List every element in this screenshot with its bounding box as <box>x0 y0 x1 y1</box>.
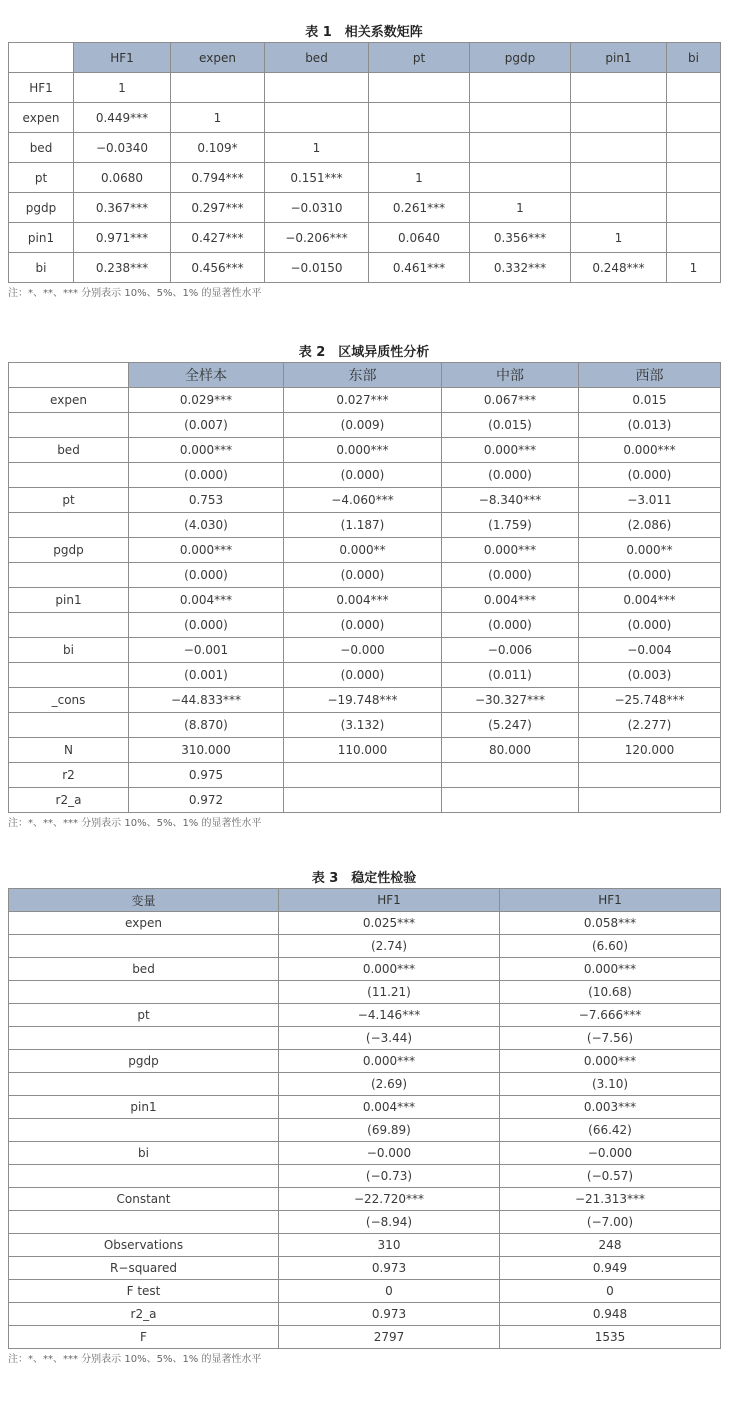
table-cell: 0.949 <box>500 1257 721 1280</box>
table-cell: 0.356*** <box>470 223 571 253</box>
row-label <box>9 1165 279 1188</box>
column-header: expen <box>171 43 265 73</box>
table-row <box>9 935 721 958</box>
table-cell: 0.427*** <box>171 223 265 253</box>
table-cell: 120.000 <box>579 738 721 763</box>
table-cell: (66.42) <box>500 1119 721 1142</box>
row-label: Observations <box>9 1234 279 1257</box>
row-label: HF1 <box>9 73 74 103</box>
table-row <box>9 588 721 613</box>
table-cell: 0.004*** <box>129 588 284 613</box>
row-label: _cons <box>9 688 129 713</box>
table-cell: 1 <box>265 133 369 163</box>
table-cell: 0.109* <box>171 133 265 163</box>
table-row <box>9 438 721 463</box>
table-cell: 0.248*** <box>571 253 667 283</box>
table-cell: (0.013) <box>579 413 721 438</box>
table-cell: 1 <box>571 223 667 253</box>
row-label <box>9 613 129 638</box>
table-cell: 1 <box>171 103 265 133</box>
table-cell <box>667 223 721 253</box>
table-cell: 110.000 <box>284 738 442 763</box>
table-cell: 0.972 <box>129 788 284 813</box>
table-cell: 0.000*** <box>129 538 284 563</box>
table-cell: −30.327*** <box>442 688 579 713</box>
table-row <box>9 613 721 638</box>
table-cell: −0.004 <box>579 638 721 663</box>
table-row <box>9 1257 721 1280</box>
table-cell: 0.015 <box>579 388 721 413</box>
table-cell <box>265 73 369 103</box>
column-header: HF1 <box>279 889 500 912</box>
table-row <box>9 388 721 413</box>
table-cell <box>265 103 369 133</box>
table-cell: −3.011 <box>579 488 721 513</box>
table-cell: 0.973 <box>279 1303 500 1326</box>
table-cell: 0.027*** <box>284 388 442 413</box>
table-row <box>9 563 721 588</box>
table-cell: (0.007) <box>129 413 284 438</box>
table-cell: (0.000) <box>442 613 579 638</box>
table-cell: (0.000) <box>129 563 284 588</box>
table-cell: 0.948 <box>500 1303 721 1326</box>
table-cell <box>667 103 721 133</box>
table-row <box>9 713 721 738</box>
table-row <box>9 1027 721 1050</box>
table-cell: 0.0680 <box>74 163 171 193</box>
table-row <box>9 463 721 488</box>
row-label <box>9 713 129 738</box>
table-cell: 0.975 <box>129 763 284 788</box>
row-label <box>9 1211 279 1234</box>
row-label: Constant <box>9 1188 279 1211</box>
table-row <box>9 788 721 813</box>
row-label: pgdp <box>9 193 74 223</box>
row-label <box>9 935 279 958</box>
table-row <box>9 513 721 538</box>
table-row <box>9 1004 721 1027</box>
table-cell: (10.68) <box>500 981 721 1004</box>
table-cell: 0.000** <box>284 538 442 563</box>
column-header: bed <box>265 43 369 73</box>
table-cell: 2797 <box>279 1326 500 1349</box>
table3-section <box>8 870 720 1368</box>
table2-note: 注：*、**、*** 分别表示 10%、5%、1% 的显著性水平 <box>8 818 262 829</box>
row-label <box>9 463 129 488</box>
table-cell: (0.000) <box>129 613 284 638</box>
table-cell: −0.000 <box>500 1142 721 1165</box>
row-label: pgdp <box>9 538 129 563</box>
column-header: 中部 <box>442 363 579 388</box>
table-cell <box>442 788 579 813</box>
table-cell: 0.000*** <box>442 538 579 563</box>
table-cell: (0.001) <box>129 663 284 688</box>
table-cell <box>571 73 667 103</box>
table-cell: 0.0640 <box>369 223 470 253</box>
table-cell: −4.146*** <box>279 1004 500 1027</box>
table-cell: (3.10) <box>500 1073 721 1096</box>
table-cell: 0.004*** <box>284 588 442 613</box>
table-cell: −0.000 <box>284 638 442 663</box>
column-header: pt <box>369 43 470 73</box>
table1-header-row <box>9 43 721 73</box>
row-label: bed <box>9 438 129 463</box>
table-cell: 0 <box>279 1280 500 1303</box>
row-label: pt <box>9 488 129 513</box>
table-cell: 80.000 <box>442 738 579 763</box>
table-cell: 0.067*** <box>442 388 579 413</box>
table-cell: (−0.73) <box>279 1165 500 1188</box>
table-cell: (2.086) <box>579 513 721 538</box>
table-row <box>9 538 721 563</box>
table-cell: −0.006 <box>442 638 579 663</box>
table-cell <box>442 763 579 788</box>
row-label: bed <box>9 958 279 981</box>
table-cell: (−8.94) <box>279 1211 500 1234</box>
row-label <box>9 663 129 688</box>
table-cell: −22.720*** <box>279 1188 500 1211</box>
table-cell: 310 <box>279 1234 500 1257</box>
table-cell: 0.367*** <box>74 193 171 223</box>
row-label: r2 <box>9 763 129 788</box>
table-cell: (0.011) <box>442 663 579 688</box>
table-cell: 0.000*** <box>500 958 721 981</box>
table-cell: (0.000) <box>129 463 284 488</box>
table-cell: 0.449*** <box>74 103 171 133</box>
table-cell: (0.000) <box>442 463 579 488</box>
table-cell: (6.60) <box>500 935 721 958</box>
table-cell: 0.261*** <box>369 193 470 223</box>
table-cell: (69.89) <box>279 1119 500 1142</box>
table-cell <box>171 73 265 103</box>
row-label: pgdp <box>9 1050 279 1073</box>
table-cell: 0.000*** <box>279 958 500 981</box>
table-cell: (−7.00) <box>500 1211 721 1234</box>
row-label: pin1 <box>9 223 74 253</box>
table-cell: 0.000*** <box>279 1050 500 1073</box>
table-cell: 0.000*** <box>442 438 579 463</box>
table-cell: (8.870) <box>129 713 284 738</box>
table-cell <box>470 133 571 163</box>
table-cell: (2.69) <box>279 1073 500 1096</box>
table-row <box>9 1119 721 1142</box>
column-header: pgdp <box>470 43 571 73</box>
table-cell: (4.030) <box>129 513 284 538</box>
table-cell: (0.000) <box>579 563 721 588</box>
table-cell: 0.004*** <box>442 588 579 613</box>
table-cell: (0.000) <box>284 663 442 688</box>
table-cell: −0.206*** <box>265 223 369 253</box>
table-cell: 1 <box>470 193 571 223</box>
table-cell: (0.000) <box>284 463 442 488</box>
table-cell: 0.332*** <box>470 253 571 283</box>
table2-header-row <box>9 363 721 388</box>
table-row <box>9 1165 721 1188</box>
table-cell: (−3.44) <box>279 1027 500 1050</box>
table-cell: (2.277) <box>579 713 721 738</box>
table3-note: 注：*、**、*** 分别表示 10%、5%、1% 的显著性水平 <box>8 1354 262 1365</box>
row-label <box>9 981 279 1004</box>
table-row <box>9 413 721 438</box>
table-cell <box>470 73 571 103</box>
table-cell: 0.025*** <box>279 912 500 935</box>
table3-caption: 表 3 稳定性检验 <box>311 871 417 886</box>
row-label: R−squared <box>9 1257 279 1280</box>
robustness-test-table <box>8 888 721 1349</box>
table-row <box>9 1050 721 1073</box>
table-cell: −7.666*** <box>500 1004 721 1027</box>
table-cell: 310.000 <box>129 738 284 763</box>
table-cell: (0.000) <box>579 463 721 488</box>
table-row <box>9 1096 721 1119</box>
table-cell: (−7.56) <box>500 1027 721 1050</box>
table-cell: (1.759) <box>442 513 579 538</box>
column-header: pin1 <box>571 43 667 73</box>
row-label: bi <box>9 638 129 663</box>
table-row <box>9 133 721 163</box>
table-cell: 1 <box>74 73 171 103</box>
column-header: 变量 <box>9 889 279 912</box>
column-header: HF1 <box>74 43 171 73</box>
table-cell <box>667 163 721 193</box>
table-row <box>9 1280 721 1303</box>
table-cell <box>667 73 721 103</box>
table-row <box>9 1303 721 1326</box>
table-cell: (0.000) <box>284 613 442 638</box>
table-cell: −44.833*** <box>129 688 284 713</box>
table-cell: 0.238*** <box>74 253 171 283</box>
row-label: pin1 <box>9 1096 279 1119</box>
table-cell: −8.340*** <box>442 488 579 513</box>
table-cell <box>369 103 470 133</box>
table2-caption: 表 2 区域异质性分析 <box>298 345 430 360</box>
table-cell: 0.000*** <box>500 1050 721 1073</box>
table-cell <box>579 788 721 813</box>
table-cell <box>284 788 442 813</box>
table-cell: 0.456*** <box>171 253 265 283</box>
row-label: bi <box>9 1142 279 1165</box>
row-label <box>9 513 129 538</box>
row-label: N <box>9 738 129 763</box>
table-cell: 0.004*** <box>279 1096 500 1119</box>
column-header: bi <box>667 43 721 73</box>
column-header: HF1 <box>500 889 721 912</box>
table-cell <box>470 103 571 133</box>
table-cell: (−0.57) <box>500 1165 721 1188</box>
table-cell <box>369 133 470 163</box>
table-cell: 0.753 <box>129 488 284 513</box>
table-row <box>9 103 721 133</box>
table3-header-row <box>9 889 721 912</box>
table-cell: 0.297*** <box>171 193 265 223</box>
table-cell: (0.003) <box>579 663 721 688</box>
row-label: r2_a <box>9 788 129 813</box>
table-cell <box>470 163 571 193</box>
table-row <box>9 1211 721 1234</box>
table-cell: (3.132) <box>284 713 442 738</box>
table2-section <box>8 344 720 832</box>
table-row <box>9 912 721 935</box>
correlation-matrix-table <box>8 42 721 283</box>
table-cell <box>571 163 667 193</box>
table-row <box>9 223 721 253</box>
table-cell <box>571 103 667 133</box>
table-cell: 0.151*** <box>265 163 369 193</box>
table-cell <box>369 73 470 103</box>
table-cell: (0.009) <box>284 413 442 438</box>
table-cell <box>667 193 721 223</box>
row-label: F test <box>9 1280 279 1303</box>
table-cell: (11.21) <box>279 981 500 1004</box>
table-row <box>9 663 721 688</box>
table-cell: 0.461*** <box>369 253 470 283</box>
table-cell: 0.003*** <box>500 1096 721 1119</box>
table-row <box>9 1188 721 1211</box>
table1-caption: 表 1 相关系数矩阵 <box>305 25 423 40</box>
table-cell: −25.748*** <box>579 688 721 713</box>
table-row <box>9 763 721 788</box>
table-cell: 0.971*** <box>74 223 171 253</box>
table-cell: 0.058*** <box>500 912 721 935</box>
row-label: F <box>9 1326 279 1349</box>
table-cell: −21.313*** <box>500 1188 721 1211</box>
header-corner-cell <box>9 363 129 388</box>
table-row <box>9 73 721 103</box>
row-label <box>9 563 129 588</box>
table-row <box>9 488 721 513</box>
table-row <box>9 1326 721 1349</box>
column-header: 东部 <box>284 363 442 388</box>
table1-section <box>8 24 720 302</box>
table-cell: (0.000) <box>579 613 721 638</box>
table-cell: 0.000*** <box>579 438 721 463</box>
table-cell: −0.0150 <box>265 253 369 283</box>
table-row <box>9 981 721 1004</box>
table-row <box>9 1073 721 1096</box>
table-row <box>9 1142 721 1165</box>
table1-note: 注：*、**、*** 分别表示 10%、5%、1% 的显著性水平 <box>8 288 262 299</box>
table-cell: (0.000) <box>442 563 579 588</box>
row-label <box>9 413 129 438</box>
header-corner-cell <box>9 43 74 73</box>
row-label: r2_a <box>9 1303 279 1326</box>
table-cell: −0.001 <box>129 638 284 663</box>
regional-heterogeneity-table <box>8 362 721 813</box>
table-cell <box>571 193 667 223</box>
row-label: expen <box>9 103 74 133</box>
row-label: expen <box>9 912 279 935</box>
table-cell <box>571 133 667 163</box>
row-label: bed <box>9 133 74 163</box>
table-row <box>9 688 721 713</box>
table-cell: (2.74) <box>279 935 500 958</box>
table-cell: −19.748*** <box>284 688 442 713</box>
row-label: pin1 <box>9 588 129 613</box>
table-cell: 0.794*** <box>171 163 265 193</box>
table-cell: −0.000 <box>279 1142 500 1165</box>
table-cell: 0.000** <box>579 538 721 563</box>
column-header: 西部 <box>579 363 721 388</box>
table-cell: 0 <box>500 1280 721 1303</box>
table-cell: 0.973 <box>279 1257 500 1280</box>
row-label: pt <box>9 163 74 193</box>
table-cell <box>579 763 721 788</box>
table-cell: (5.247) <box>442 713 579 738</box>
table-cell: −0.0310 <box>265 193 369 223</box>
table-cell: 1 <box>667 253 721 283</box>
table-cell <box>667 133 721 163</box>
table-row <box>9 253 721 283</box>
table-cell: (0.015) <box>442 413 579 438</box>
table-cell <box>284 763 442 788</box>
column-header: 全样本 <box>129 363 284 388</box>
table-row <box>9 638 721 663</box>
row-label <box>9 1027 279 1050</box>
table-cell: 0.000*** <box>284 438 442 463</box>
table-cell: (1.187) <box>284 513 442 538</box>
table-cell: 1535 <box>500 1326 721 1349</box>
row-label: expen <box>9 388 129 413</box>
table-cell: −4.060*** <box>284 488 442 513</box>
table-row <box>9 738 721 763</box>
table-row <box>9 1234 721 1257</box>
table-row <box>9 958 721 981</box>
table-cell: (0.000) <box>284 563 442 588</box>
table-cell: 0.004*** <box>579 588 721 613</box>
row-label <box>9 1073 279 1096</box>
table-row <box>9 193 721 223</box>
table-cell: 248 <box>500 1234 721 1257</box>
table-cell: 0.000*** <box>129 438 284 463</box>
table-cell: 1 <box>369 163 470 193</box>
row-label: pt <box>9 1004 279 1027</box>
table-row <box>9 163 721 193</box>
row-label: bi <box>9 253 74 283</box>
table-cell: −0.0340 <box>74 133 171 163</box>
row-label <box>9 1119 279 1142</box>
table-cell: 0.029*** <box>129 388 284 413</box>
